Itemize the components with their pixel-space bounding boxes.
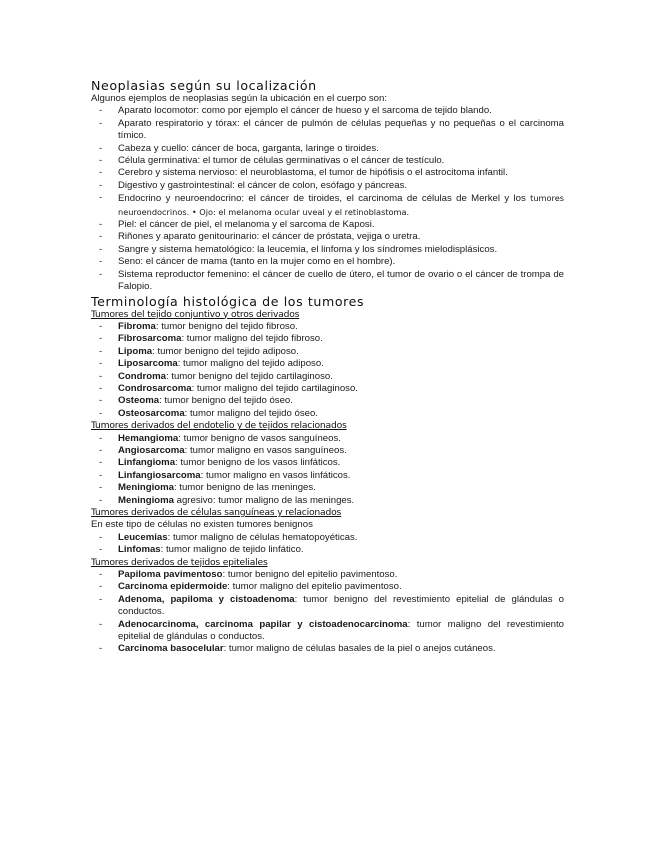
- subheading-connective: Tumores del tejido conjuntivo y otros derivados: [91, 308, 300, 320]
- list-item: - Célula germinativa: el tumor de células germinativas o el cáncer de testículo.: [99, 155, 445, 167]
- list-item: - Hemangioma: tumor benigno de vasos sanguíneos.: [99, 432, 341, 444]
- document-page: [91, 78, 564, 656]
- endothelium-list: [91, 433, 564, 507]
- list-item: - Seno: el cáncer de mama (tanto en la mujer como en el hombre).: [99, 256, 396, 268]
- subheading-blood-cells: Tumores derivados de células sanguíneas y relacionados: [91, 507, 342, 518]
- list-item: - Adenoma, papiloma y cistoadenoma: tumor benigno del revestimiento epitelial de glándulas o conductos.: [99, 593, 564, 618]
- list-item: - Meningioma agresivo: tumor maligno de las meninges.: [99, 494, 355, 506]
- list-item: - Condrosarcoma: tumor maligno del tejido cartilaginoso.: [99, 382, 358, 394]
- blood-cells-note: En este tipo de células no existen tumores benignos: [91, 519, 313, 531]
- list-item: - Cabeza y cuello: cáncer de boca, garganta, laringe o tiroides.: [99, 142, 379, 154]
- list-item: - Aparato respiratorio y tórax: el cáncer de pulmón de células pequeñas y no pequeñas o el carcinoma tímico.: [99, 117, 564, 142]
- list-item: - Riñones y aparato genitourinario: el cáncer de próstata, vejiga o uretra.: [99, 231, 421, 243]
- list-item: - Osteoma: tumor benigno del tejido óseo.: [99, 395, 293, 407]
- subheading-epithelial: Tumores derivados de tejidos epiteliales: [91, 556, 268, 568]
- list-item: - Piel: el cáncer de piel, el melanoma y el sarcoma de Kaposi.: [99, 219, 375, 231]
- list-item: - Leucemias: tumor maligno de células hematopoyéticas.: [99, 531, 358, 543]
- list-item: - Fibroma: tumor benigno del tejido fibroso.: [99, 320, 298, 332]
- list-item: - Meningioma: tumor benigno de las meninges.: [99, 482, 316, 494]
- list-item: - Condroma: tumor benigno del tejido cartilaginoso.: [99, 370, 333, 382]
- list-item: - Linfangioma: tumor benigno de los vasos linfáticos.: [99, 457, 341, 469]
- localization-list: [91, 105, 564, 293]
- list-item: - Angiosarcoma: tumor maligno en vasos sanguíneos.: [99, 444, 347, 456]
- list-item: - Digestivo y gastrointestinal: el cáncer de colon, esófago y páncreas.: [99, 179, 408, 191]
- list-item: - Carcinoma epidermoide: tumor maligno del epitelio pavimentoso.: [99, 581, 402, 593]
- list-item: - Cerebro y sistema nervioso: el neuroblastoma, el tumor de hipófisis o el astrocitoma infantil.: [99, 167, 508, 179]
- list-item: - Aparato locomotor: como por ejemplo el cáncer de hueso y el sarcoma de tejido blando.: [99, 105, 492, 117]
- list-item: - Adenocarcinoma, carcinoma papilar y cistoadenocarcinoma: tumor maligno del revestimiento epitelial de glándulas o conductos.: [99, 618, 564, 643]
- list-item: - Linfangiosarcoma: tumor maligno en vasos linfáticos.: [99, 469, 351, 481]
- epithelial-list: [91, 569, 564, 656]
- list-item: - Carcinoma basocelular: tumor maligno de células basales de la piel o anejos cutáneos.: [99, 643, 496, 655]
- connective-tissue-list: [91, 321, 564, 420]
- list-item: - Endocrino y neuroendocrino: el cáncer de tiroides, el carcinoma de células de Merkel y los tumores neuroendocrinos. • Ojo: el melanoma ocular uveal y el retinoblastoma.: [99, 192, 565, 217]
- subheading-endothelium: Tumores derivados del endotelio y de tejidos relacionados: [91, 420, 347, 432]
- intro-text: Algunos ejemplos de neoplasias según la ubicación en el cuerpo son:: [91, 93, 388, 104]
- list-item: - Lipoma: tumor benigno del tejido adiposo.: [99, 345, 299, 357]
- section-title-localization: Neoplasias según su localización: [91, 78, 317, 93]
- list-item: - Liposarcoma: tumor maligno del tejido adiposo.: [99, 358, 324, 370]
- section-title-histology: Terminología histológica de los tumores: [91, 293, 365, 309]
- list-item: - Sangre y sistema hematológico: la leucemia, el linfoma y los síndromes mielodisplásicos.: [99, 243, 498, 255]
- list-item: - Fibrosarcoma: tumor maligno del tejido fibroso.: [99, 333, 323, 345]
- list-item: - Osteosarcoma: tumor maligno del tejido óseo.: [99, 407, 318, 419]
- list-item: - Papiloma pavimentoso: tumor benigno del epitelio pavimentoso.: [99, 569, 398, 581]
- list-item: - Linfomas: tumor maligno de tejido linfático.: [99, 544, 304, 556]
- blood-cells-list: [91, 532, 564, 557]
- list-item: - Sistema reproductor femenino: el cáncer de cuello de útero, el tumor de ovario o el cáncer de trompa de Falopio.: [99, 268, 564, 293]
